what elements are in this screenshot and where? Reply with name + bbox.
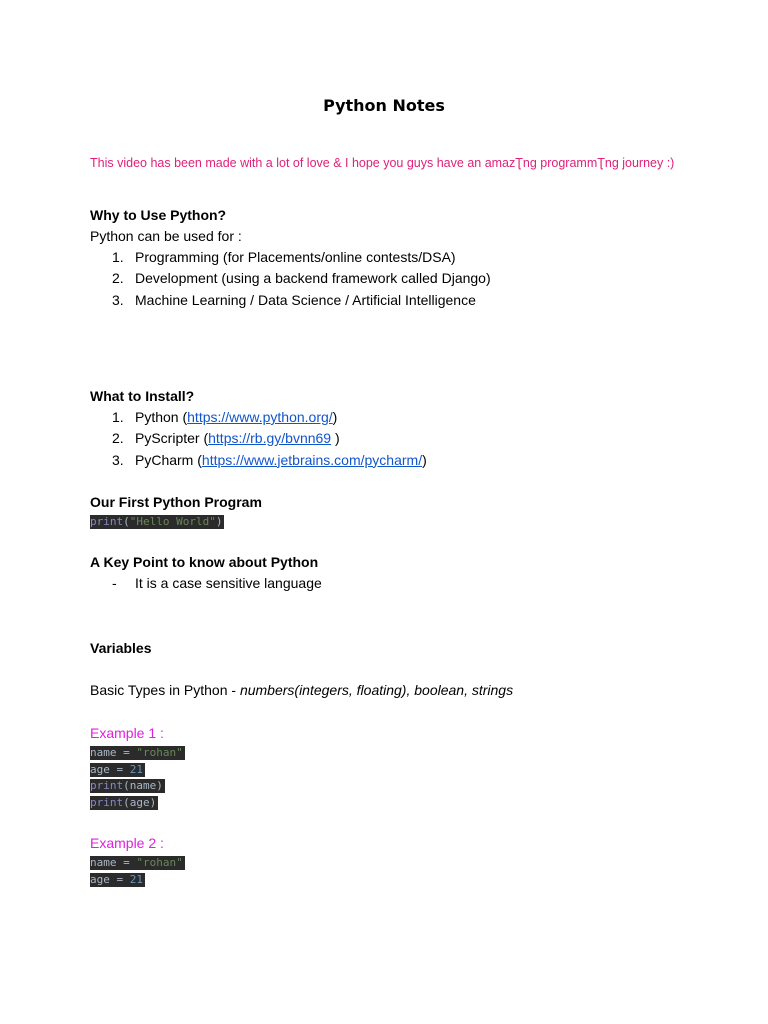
why-intro: Python can be used for :	[90, 228, 242, 244]
install-item-after: )	[331, 430, 340, 447]
example-2-code	[90, 856, 185, 889]
pycharm-link[interactable]: https://www.jetbrains.com/pycharm/	[201, 451, 423, 468]
code-line: name = "rohan"	[90, 746, 183, 759]
code-line: name = "rohan"	[90, 856, 183, 869]
code-line: print("Hello World")	[90, 515, 223, 528]
code-line: age = 21	[90, 762, 143, 776]
code-line: print(name)	[90, 779, 163, 792]
list-number: 2.	[112, 270, 124, 287]
install-list	[90, 407, 427, 471]
key-point-list	[90, 573, 322, 594]
list-item	[90, 290, 491, 311]
list-item-text: Development (using a backend framework called Django)	[135, 270, 491, 287]
install-item-name: Python (	[135, 409, 188, 425]
code-line: age = 21	[90, 872, 143, 886]
list-number: 2.	[112, 430, 124, 447]
python-link[interactable]: https://www.python.org/	[187, 409, 333, 425]
list-item-text: Machine Learning / Data Science / Artificial Intelligence	[135, 291, 476, 308]
list-item-text: It is a case sensitive language	[135, 575, 322, 591]
install-item-after: )	[422, 451, 427, 468]
example-1-code	[90, 746, 185, 812]
why-list	[90, 247, 491, 311]
install-item-after: )	[332, 409, 338, 425]
example-1-label: Example 1 :	[90, 725, 164, 741]
list-item	[90, 247, 491, 268]
why-heading: Why to Use Python?	[90, 207, 227, 223]
key-point-heading: A Key Point to know about Python	[90, 554, 319, 570]
install-item-name: PyCharm (	[135, 451, 202, 468]
list-number: 1.	[112, 409, 124, 425]
list-item	[90, 407, 427, 428]
basic-types-list: numbers(integers, floating), boolean, strings	[239, 682, 514, 698]
basic-types: Basic Types in Python - numbers(integers, floating), boolean, strings	[90, 682, 514, 698]
tagline: This video has been made with a lot of love & I hope you guys have an amazƮng programmƮng journey :)	[90, 156, 675, 170]
first-program-heading: Our First Python Program	[90, 494, 262, 510]
bullet: -	[112, 575, 117, 591]
install-heading: What to Install?	[90, 388, 195, 404]
example-2-label: Example 2 :	[90, 835, 164, 851]
list-number: 3.	[112, 451, 124, 468]
first-program-code	[90, 515, 224, 532]
list-item-text: Programming (for Placements/online contests/DSA)	[135, 249, 456, 265]
list-item	[90, 450, 427, 471]
page-title: Python Notes	[323, 96, 445, 115]
list-number: 3.	[112, 291, 124, 308]
install-item-name: PyScripter (	[135, 430, 209, 447]
list-item	[90, 268, 491, 289]
variables-heading: Variables	[90, 640, 152, 656]
pyscripter-link[interactable]: https://rb.gy/bvnn69	[208, 430, 332, 447]
list-item	[90, 428, 427, 449]
list-item	[90, 573, 322, 594]
code-line: print(age)	[90, 795, 157, 809]
list-number: 1.	[112, 249, 124, 265]
